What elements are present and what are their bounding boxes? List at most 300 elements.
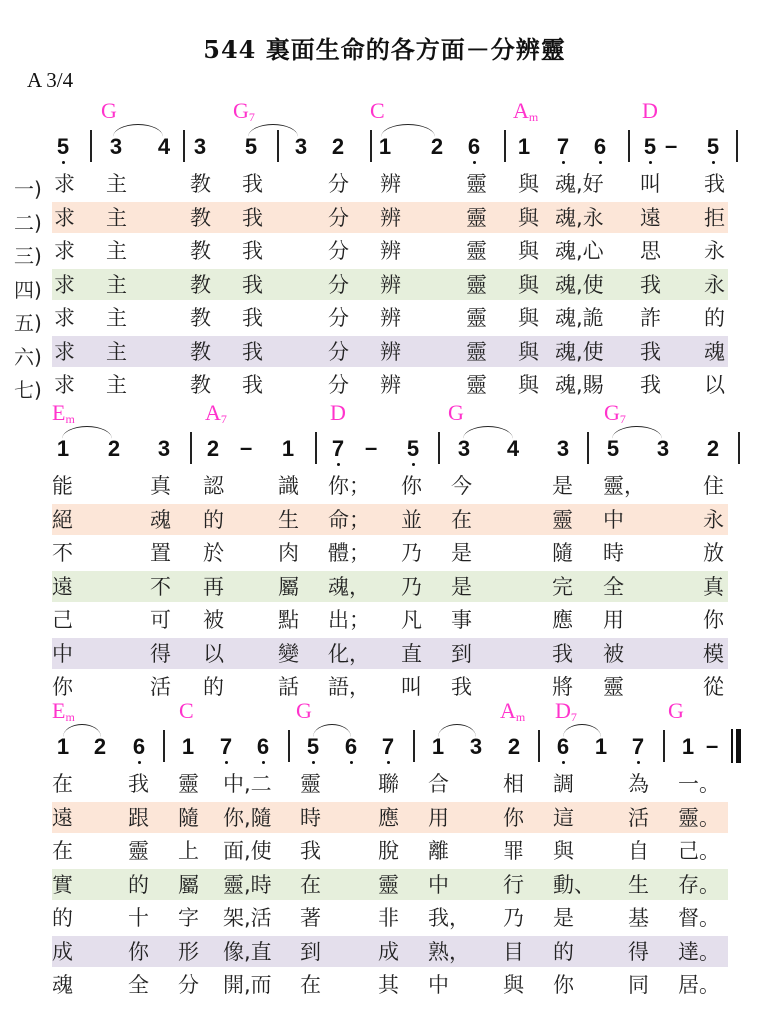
lyric-syllable: 應	[378, 805, 399, 830]
note	[377, 136, 393, 158]
chord-root: A	[205, 400, 221, 425]
chord-symbol	[205, 402, 227, 425]
lyric-syllable: 上	[178, 839, 199, 863]
lyric-syllable: 魂,心	[555, 239, 604, 263]
lyric-syllable: 教	[190, 339, 211, 364]
chord-quality: m	[515, 710, 526, 724]
chord-symbol	[101, 100, 117, 122]
lyric-syllable: 著	[300, 906, 321, 930]
note	[592, 136, 608, 158]
lyric-syllable: 隨	[552, 541, 573, 565]
lyric-syllable: 與	[518, 306, 539, 330]
chord-root: A	[513, 98, 529, 123]
low-octave-dot	[562, 761, 565, 764]
chord-root: D	[330, 400, 346, 425]
lyric-syllable: 面,使	[223, 839, 272, 863]
lyric-syllable: 今	[451, 474, 472, 498]
lyric-syllable: 到	[300, 939, 321, 964]
lyric-syllable: 變	[278, 641, 299, 666]
lyric-syllable: 永	[703, 507, 724, 532]
lyric-syllable: 求	[54, 306, 75, 330]
note	[405, 438, 421, 460]
sustain-dash: –	[365, 435, 378, 460]
note	[330, 136, 346, 158]
lyric-syllable: 思	[640, 239, 661, 263]
note-digit: 3	[469, 734, 483, 759]
lyric-syllable: 到	[451, 641, 472, 666]
note-digit: 2	[706, 436, 720, 461]
note	[705, 136, 721, 158]
lyric-syllable: 魂	[52, 973, 73, 997]
chord-root: G	[604, 400, 620, 425]
note-digit: 7	[381, 734, 395, 759]
note-digit: 3	[193, 134, 207, 159]
lyric-syllable: 放	[703, 541, 724, 565]
note	[293, 136, 309, 158]
lyric-syllable: 中	[428, 973, 449, 997]
chord-root: D	[555, 698, 571, 723]
low-octave-dot	[637, 761, 640, 764]
note-digit: 7	[219, 734, 233, 759]
lyric-syllable: 與	[518, 205, 539, 230]
sustain-dash: –	[706, 733, 719, 758]
lyric-syllable: 自	[628, 839, 649, 863]
note	[108, 136, 124, 158]
verse-number: 七)	[14, 378, 42, 402]
lyric-syllable: 再	[203, 574, 224, 599]
note-digit: 3	[109, 134, 123, 159]
chord-symbol	[555, 700, 577, 723]
bar-line	[413, 730, 415, 762]
bar-line	[587, 432, 589, 464]
lyric-syllable: 全	[128, 973, 149, 997]
lyric-syllable: 時	[300, 805, 321, 830]
lyric-syllable: 魂,使	[555, 339, 604, 364]
lyric-syllable: 乃	[401, 574, 422, 599]
lyric-syllable: 你	[503, 805, 524, 830]
note	[505, 438, 521, 460]
lyric-syllable: 求	[54, 172, 75, 196]
chord-root: D	[642, 98, 658, 123]
lyric-syllable: 拒	[704, 205, 725, 230]
chord-root: G	[101, 98, 117, 123]
lyric-syllable: 達。	[678, 939, 720, 964]
key-signature: A 3/4	[27, 68, 74, 92]
lyric-syllable: 直	[401, 641, 422, 666]
lyric-syllable: 活	[628, 805, 649, 830]
note-digit: 7	[331, 436, 345, 461]
note-digit: 5	[406, 436, 420, 461]
lyric-syllable: 為	[628, 772, 649, 796]
low-octave-dot	[62, 161, 65, 164]
lyric-syllable: 辨	[380, 172, 401, 196]
lyric-syllable: 靈	[466, 373, 487, 397]
lyric-syllable: 魂	[704, 339, 725, 364]
bar-line	[190, 432, 192, 464]
lyric-syllable: 我	[300, 839, 321, 863]
bar-line	[736, 130, 738, 162]
lyric-syllable: 脫	[378, 839, 399, 863]
chord-root: G	[233, 98, 249, 123]
lyric-syllable: 肉	[278, 541, 299, 565]
lyric-syllable: 用	[603, 608, 624, 632]
chord-symbol	[668, 700, 684, 722]
lyric-syllable: 分	[328, 172, 349, 196]
note-digit: 2	[93, 734, 107, 759]
bar-line	[315, 432, 317, 464]
lyric-syllable: 己。	[678, 839, 720, 863]
bar-line	[163, 730, 165, 762]
note-digit: 1	[431, 734, 445, 759]
lyric-syllable: 於	[203, 541, 224, 565]
lyric-syllable: 我	[242, 205, 263, 230]
lyric-syllable: 置	[150, 541, 171, 565]
lyric-syllable: 成	[378, 939, 399, 964]
note-digit: 2	[331, 134, 345, 159]
note	[429, 136, 445, 158]
lyric-syllable: 我	[640, 272, 661, 297]
chord-quality: m	[528, 110, 539, 124]
bar-line	[90, 130, 92, 162]
note-digit: 7	[556, 134, 570, 159]
lyric-syllable: 是	[553, 906, 574, 930]
lyric-syllable: 教	[190, 239, 211, 263]
lyric-syllable: 是	[451, 541, 472, 565]
low-octave-dot	[649, 161, 652, 164]
lyric-syllable: 事	[451, 608, 472, 632]
lyric-syllable: 體；	[328, 541, 370, 565]
lyric-syllable: 魂	[150, 507, 171, 532]
lyric-syllable: 離	[428, 839, 449, 863]
lyric-syllable: 我	[552, 641, 573, 666]
lyric-syllable: 你	[703, 608, 724, 632]
lyric-syllable: 像,直	[223, 939, 272, 964]
lyric-syllable: 是	[451, 574, 472, 599]
note-digit: 6	[344, 734, 358, 759]
lyric-syllable: 分	[328, 205, 349, 230]
lyric-syllable: 時	[603, 541, 624, 565]
lyric-syllable: 靈	[466, 306, 487, 330]
note	[305, 736, 321, 758]
lyric-syllable: 動、	[553, 872, 595, 897]
lyric-syllable: 的	[203, 507, 224, 532]
low-octave-dot	[312, 761, 315, 764]
lyric-syllable: 我，	[428, 906, 470, 930]
lyric-syllable: 我	[640, 373, 661, 397]
lyric-syllable: 詐	[640, 306, 661, 330]
lyric-syllable: 我	[128, 772, 149, 796]
chord-symbol	[233, 100, 255, 123]
lyric-syllable: 中	[428, 872, 449, 897]
note-digit: 1	[56, 436, 70, 461]
lyric-syllable: 靈	[178, 772, 199, 796]
low-octave-dot	[412, 463, 415, 466]
low-octave-dot	[262, 761, 265, 764]
note	[131, 736, 147, 758]
note	[680, 736, 696, 758]
lyric-syllable: 用	[428, 805, 449, 830]
note-digit: 5	[56, 134, 70, 159]
lyric-syllable: 應	[552, 608, 573, 632]
lyric-syllable: 我	[451, 675, 472, 699]
chord-symbol	[179, 700, 194, 722]
note-digit: 1	[594, 734, 608, 759]
lyric-syllable: 分	[328, 339, 349, 364]
note	[243, 136, 259, 158]
lyric-syllable: 主	[106, 272, 127, 297]
verse-number: 五)	[14, 311, 42, 335]
chord-root: C	[179, 698, 194, 723]
lyric-syllable: 認	[203, 474, 224, 498]
sustain-dash: –	[240, 435, 253, 460]
chord-symbol	[513, 100, 538, 123]
lyric-syllable: 十	[128, 906, 149, 930]
lyric-syllable: 得	[150, 641, 171, 666]
lyric-syllable: 屬	[178, 872, 199, 897]
lyric-syllable: 這	[553, 805, 574, 830]
lyric-syllable: 我	[242, 172, 263, 196]
chord-quality: 7	[619, 412, 626, 426]
lyric-syllable: 相	[503, 772, 524, 796]
lyric-syllable: 靈	[466, 339, 487, 364]
lyric-syllable: 非	[378, 906, 399, 930]
chord-symbol	[52, 402, 75, 425]
lyric-syllable: 靈	[466, 205, 487, 230]
lyric-syllable: 與	[518, 172, 539, 196]
lyric-syllable: 靈	[300, 772, 321, 796]
note-digit: 6	[593, 134, 607, 159]
lyric-syllable: 我	[242, 239, 263, 263]
low-octave-dot	[473, 161, 476, 164]
lyric-syllable: 魂,賜	[555, 373, 604, 397]
lyric-syllable: 真	[150, 474, 171, 498]
lyric-syllable: 的	[52, 906, 73, 930]
lyric-syllable: 實	[52, 872, 73, 897]
lyric-syllable: 與	[518, 339, 539, 364]
bar-line	[438, 432, 440, 464]
lyric-syllable: 靈	[466, 239, 487, 263]
lyric-syllable: 靈,時	[223, 872, 272, 897]
note	[255, 736, 271, 758]
note	[330, 438, 346, 460]
lyric-syllable: 出；	[328, 608, 370, 632]
note	[605, 438, 621, 460]
lyric-syllable: 生	[278, 507, 299, 532]
note-digit: 1	[681, 734, 695, 759]
lyric-syllable: 在	[52, 839, 73, 863]
lyric-syllable: 合	[428, 772, 449, 796]
chord-quality: m	[65, 412, 75, 426]
lyric-syllable: 教	[190, 373, 211, 397]
lyric-syllable: 教	[190, 205, 211, 230]
lyric-syllable: 教	[190, 172, 211, 196]
lyric-syllable: 辨	[380, 339, 401, 364]
lyric-syllable: 命；	[328, 507, 370, 532]
lyric-syllable: 話	[278, 675, 299, 699]
lyric-syllable: 辨	[380, 373, 401, 397]
lyric-syllable: 模	[703, 641, 724, 666]
lyric-syllable: 魂,詭	[555, 306, 604, 330]
lyric-syllable: 你	[553, 973, 574, 997]
lyric-syllable: 我	[640, 339, 661, 364]
note-digit: 7	[631, 734, 645, 759]
chord-root: E	[52, 400, 66, 425]
lyric-syllable: 跟	[128, 805, 149, 830]
lyric-syllable: 辨	[380, 205, 401, 230]
lyric-syllable: 教	[190, 272, 211, 297]
lyric-syllable: 屬	[278, 574, 299, 599]
chord-symbol	[642, 100, 658, 122]
lyric-syllable: 求	[54, 205, 75, 230]
lyric-syllable: 魂,好	[555, 172, 604, 196]
low-octave-dot	[599, 161, 602, 164]
lyric-syllable: 靈	[128, 839, 149, 863]
note-digit: 1	[281, 436, 295, 461]
lyric-syllable: 主	[106, 373, 127, 397]
lyric-syllable: 我	[242, 373, 263, 397]
lyric-syllable: 基	[628, 906, 649, 930]
lyric-syllable: 與	[553, 839, 574, 863]
note	[218, 736, 234, 758]
lyric-syllable: 督。	[678, 906, 720, 930]
note-digit: 3	[556, 436, 570, 461]
lyric-syllable: 不	[52, 541, 73, 565]
note-digit: 5	[244, 134, 258, 159]
lyric-syllable: 我	[704, 172, 725, 196]
bar-line	[538, 730, 540, 762]
low-octave-dot	[387, 761, 390, 764]
lyric-syllable: 你	[52, 675, 73, 699]
chord-symbol	[330, 402, 346, 424]
bar-line	[504, 130, 506, 162]
verse-number: 六)	[14, 344, 42, 369]
lyric-syllable: 靈	[378, 872, 399, 897]
lyric-syllable: 與	[518, 239, 539, 263]
chord-quality: m	[65, 710, 75, 724]
lyric-syllable: 辨	[380, 239, 401, 263]
lyric-syllable: 將	[552, 675, 573, 699]
lyric-syllable: 凡	[401, 608, 422, 632]
chord-root: G	[668, 698, 684, 723]
lyric-syllable: 分	[328, 373, 349, 397]
lyric-syllable: 的	[128, 872, 149, 897]
lyric-syllable: 遠	[52, 805, 73, 830]
bar-line	[738, 432, 740, 464]
lyric-syllable: 不	[150, 574, 171, 599]
lyric-syllable: 住	[703, 474, 724, 498]
note	[655, 438, 671, 460]
chord-root: C	[370, 98, 385, 123]
low-octave-dot	[138, 761, 141, 764]
note-digit: 5	[706, 134, 720, 159]
lyric-syllable: 主	[106, 239, 127, 263]
note	[106, 438, 122, 460]
lyric-syllable: 識	[278, 474, 299, 498]
note-digit: 5	[606, 436, 620, 461]
chord-root: A	[500, 698, 516, 723]
lyric-syllable: 點	[278, 608, 299, 632]
note	[506, 736, 522, 758]
lyric-syllable: 辨	[380, 272, 401, 297]
note	[343, 736, 359, 758]
note	[380, 736, 396, 758]
lyric-syllable: 你,隨	[223, 805, 272, 830]
lyric-syllable: 在	[300, 872, 321, 897]
lyric-syllable: 罪	[503, 839, 524, 863]
note-digit: 6	[467, 134, 481, 159]
lyric-syllable: 語，	[328, 675, 370, 699]
lyric-syllable: 全	[603, 574, 624, 599]
note-digit: 2	[107, 436, 121, 461]
lyric-syllable: 行	[503, 872, 524, 897]
chord-symbol	[500, 700, 525, 723]
lyric-syllable: 可	[150, 608, 171, 632]
lyric-syllable: 目	[503, 939, 524, 964]
final-bar-thick	[736, 729, 741, 763]
note	[555, 736, 571, 758]
lyric-syllable: 被	[603, 641, 624, 666]
lyric-syllable: 存。	[678, 872, 720, 897]
lyric-syllable: 的	[203, 675, 224, 699]
note-digit: 4	[506, 436, 520, 461]
note-digit: 6	[132, 734, 146, 759]
lyric-syllable: 活	[150, 675, 171, 699]
note	[705, 438, 721, 460]
lyric-syllable: 教	[190, 306, 211, 330]
lyric-syllable: 魂，	[328, 574, 370, 599]
note-digit: 2	[206, 436, 220, 461]
note	[92, 736, 108, 758]
lyric-syllable: 靈	[466, 272, 487, 297]
low-octave-dot	[712, 161, 715, 164]
note-digit: 3	[157, 436, 171, 461]
lyric-syllable: 永	[704, 239, 725, 263]
chord-root: E	[52, 698, 66, 723]
note-digit: 4	[157, 134, 171, 159]
note	[55, 438, 71, 460]
lyric-syllable: 真	[703, 574, 724, 599]
final-bar-thin	[731, 729, 733, 763]
low-octave-dot	[350, 761, 353, 764]
lyric-syllable: 與	[503, 973, 524, 997]
note	[430, 736, 446, 758]
chord-root: G	[448, 400, 464, 425]
note-digit: 1	[56, 734, 70, 759]
low-octave-dot	[337, 463, 340, 466]
note	[468, 736, 484, 758]
lyric-syllable: 乃	[401, 541, 422, 565]
lyric-syllable: 以	[203, 641, 224, 666]
note	[156, 438, 172, 460]
bar-line	[370, 130, 372, 162]
lyric-syllable: 開,而	[223, 973, 272, 997]
lyric-syllable: 絕	[52, 507, 73, 532]
lyric-syllable: 主	[106, 172, 127, 196]
lyric-syllable: 分	[178, 973, 199, 997]
lyric-syllable: 靈	[552, 507, 573, 532]
lyric-syllable: 與	[518, 272, 539, 297]
chord-symbol	[370, 100, 385, 122]
note-digit: 3	[656, 436, 670, 461]
lyric-syllable: 求	[54, 272, 75, 297]
lyric-syllable: 與	[518, 373, 539, 397]
lyric-syllable: 你；	[328, 474, 370, 498]
lyric-syllable: 我	[242, 306, 263, 330]
verse-number: 四)	[14, 277, 42, 302]
lyric-syllable: 你	[401, 474, 422, 498]
lyric-syllable: 被	[203, 608, 224, 632]
lyric-syllable: 形	[178, 939, 199, 964]
